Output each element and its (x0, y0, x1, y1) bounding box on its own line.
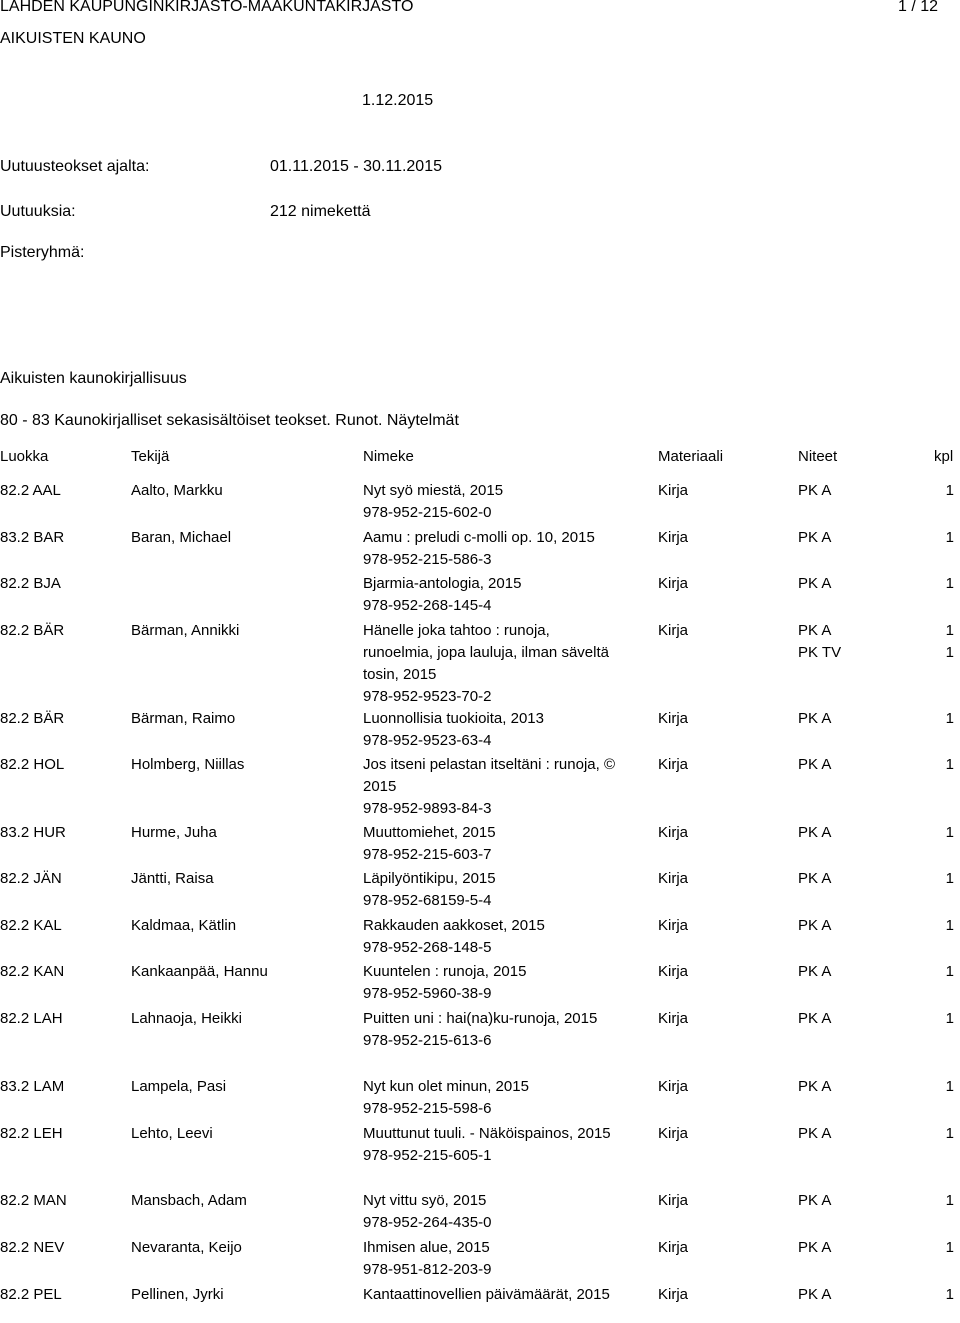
title-text: Puitten uni : hai(na)ku-runoja, 2015 (363, 1010, 598, 1027)
title-cell (363, 573, 623, 617)
title-text: Aamu : preludi c-molli op. 10, 2015 (363, 529, 595, 546)
copies-location: PK A (798, 1192, 832, 1209)
isbn: 978-952-264-435-0 (363, 1214, 492, 1231)
copies-location: PK A (798, 482, 832, 499)
title-text: Nyt kun olet minun, 2015 (363, 1078, 529, 1095)
class-code: 82.2 BÄR (0, 710, 65, 727)
class-code: 82.2 AAL (0, 482, 61, 499)
copies-location-cell (798, 915, 888, 937)
copies-location-cell (798, 527, 888, 549)
title-text: Muuttunut tuuli. - Näköispainos, 2015 (363, 1125, 611, 1142)
isbn: 978-952-9523-63-4 (363, 732, 492, 749)
material: Kirja (658, 824, 689, 841)
title-cell (363, 480, 623, 524)
collection-name: AIKUISTEN KAUNO (0, 30, 146, 47)
author: Lahnaoja, Heikki (131, 1010, 242, 1027)
material: Kirja (658, 529, 689, 546)
copies-location: PK A (798, 1078, 832, 1095)
copies-location-cell (798, 754, 888, 776)
copies-count: 1 (945, 870, 954, 887)
author: Aalto, Markku (131, 482, 223, 499)
material: Kirja (658, 710, 689, 727)
copies-location: PK A (798, 917, 832, 934)
copies-count: 1 (945, 1010, 954, 1027)
copies-location: PK TV (798, 644, 842, 661)
title-cell (363, 1237, 623, 1281)
isbn: 978-952-68159-5-4 (363, 892, 492, 909)
class-code: 82.2 NEV (0, 1239, 65, 1256)
isbn: 978-952-5960-38-9 (363, 985, 492, 1002)
author: Mansbach, Adam (131, 1192, 247, 1209)
copies-count-cell (940, 868, 954, 890)
title-text: Kantaattinovellien päivämäärät, 2015 (363, 1286, 610, 1303)
class-code: 82.2 KAL (0, 917, 62, 934)
title-text: Jos itseni pelastan itseltäni : runoja, © 2015 (363, 756, 616, 795)
author: Kankaanpää, Hannu (131, 963, 268, 980)
material: Kirja (658, 1010, 689, 1027)
class-code: 82.2 KAN (0, 963, 65, 980)
copies-count-cell (940, 1284, 954, 1306)
copies-count-cell (940, 822, 954, 844)
class-code: 82.2 MAN (0, 1192, 67, 1209)
copies-location: PK A (798, 529, 832, 546)
col-header-materiaali: Materiaali (658, 448, 724, 465)
material: Kirja (658, 622, 689, 639)
author: Nevaranta, Keijo (131, 1239, 242, 1256)
copies-location: PK A (798, 963, 832, 980)
copies-location-cell (798, 573, 888, 595)
copies-location-cell (798, 1076, 888, 1098)
title-text: Läpilyöntikipu, 2015 (363, 870, 496, 887)
copies-count-cell (940, 915, 954, 937)
copies-count: 1 (945, 1078, 954, 1095)
author: Lampela, Pasi (131, 1078, 227, 1095)
class-code: 83.2 BAR (0, 529, 65, 546)
col-header-luokka: Luokka (0, 448, 49, 465)
copies-count-cell (940, 754, 954, 776)
isbn: 978-952-215-613-6 (363, 1032, 492, 1049)
author: Kaldmaa, Kätlin (131, 917, 237, 934)
class-code: 83.2 LAM (0, 1078, 65, 1095)
copies-count: 1 (945, 622, 954, 639)
col-header-tekija: Tekijä (131, 448, 170, 465)
copies-count-cell (940, 1237, 954, 1259)
author: Lehto, Leevi (131, 1125, 213, 1142)
section-title: Aikuisten kaunokirjallisuus (0, 370, 187, 387)
material: Kirja (658, 1192, 689, 1209)
copies-location: PK A (798, 622, 832, 639)
copies-count-cell (940, 708, 954, 730)
class-code: 82.2 JÄN (0, 870, 62, 887)
col-header-kpl: kpl (934, 448, 954, 465)
title-cell (363, 961, 623, 1005)
period-label: Uutuusteokset ajalta: (0, 158, 150, 175)
title-text: Kuuntelen : runoja, 2015 (363, 963, 527, 980)
author: Jäntti, Raisa (131, 870, 214, 887)
period-value: 01.11.2015 - 30.11.2015 (270, 158, 442, 175)
author: Holmberg, Niillas (131, 756, 245, 773)
class-code: 82.2 BJA (0, 575, 61, 592)
copies-location-cell (798, 961, 888, 983)
author: Baran, Michael (131, 529, 232, 546)
col-header-niteet: Niteet (798, 448, 838, 465)
copies-location: PK A (798, 1286, 832, 1303)
copies-location: PK A (798, 1010, 832, 1027)
copies-count: 1 (945, 917, 954, 934)
copies-count: 1 (945, 710, 954, 727)
copies-count: 1 (945, 963, 954, 980)
class-code: 82.2 HOL (0, 756, 65, 773)
copies-location-cell (798, 868, 888, 890)
copies-location-cell (798, 480, 888, 502)
copies-count: 1 (945, 824, 954, 841)
material: Kirja (658, 917, 689, 934)
copies-count: 1 (945, 756, 954, 773)
class-code: 82.2 BÄR (0, 622, 65, 639)
material: Kirja (658, 870, 689, 887)
copies-location-cell (798, 620, 888, 664)
isbn: 978-952-215-602-0 (363, 504, 492, 521)
isbn: 978-952-215-586-3 (363, 551, 492, 568)
copies-count-cell (940, 480, 954, 502)
copies-location: PK A (798, 824, 832, 841)
copies-count: 1 (945, 1239, 954, 1256)
copies-count-cell (940, 527, 954, 549)
copies-location-cell (798, 1123, 888, 1145)
copies-count: 1 (945, 482, 954, 499)
author: Bärman, Raimo (131, 710, 236, 727)
title-cell (363, 1076, 623, 1120)
title-cell (363, 915, 623, 959)
material: Kirja (658, 1286, 689, 1303)
class-code: 82.2 LEH (0, 1125, 63, 1142)
material: Kirja (658, 1125, 689, 1142)
copies-location-cell (798, 1284, 888, 1306)
class-code: 83.2 HUR (0, 824, 66, 841)
isbn: 978-952-215-598-6 (363, 1100, 492, 1117)
material: Kirja (658, 482, 689, 499)
copies-location-cell (798, 1237, 888, 1259)
title-cell (363, 1123, 623, 1167)
copies-count-cell (940, 961, 954, 983)
author: Bärman, Annikki (131, 622, 240, 639)
material: Kirja (658, 1239, 689, 1256)
class-code: 82.2 LAH (0, 1010, 63, 1027)
copies-count-cell (940, 1076, 954, 1098)
isbn: 978-951-812-203-9 (363, 1261, 492, 1278)
copies-count-cell (940, 620, 954, 664)
copies-count-cell (940, 573, 954, 595)
copies-location: PK A (798, 1239, 832, 1256)
copies-location-cell (798, 1008, 888, 1030)
copies-count: 1 (945, 1125, 954, 1142)
material: Kirja (658, 963, 689, 980)
class-code: 82.2 PEL (0, 1286, 62, 1303)
title-cell (363, 527, 623, 571)
copies-location: PK A (798, 710, 832, 727)
author: Pellinen, Jyrki (131, 1286, 224, 1303)
group-label: Pisteryhmä: (0, 244, 85, 261)
material: Kirja (658, 1078, 689, 1095)
copies-count-cell (940, 1190, 954, 1212)
material: Kirja (658, 575, 689, 592)
title-text: Rakkauden aakkoset, 2015 (363, 917, 545, 934)
title-text: Nyt syö miestä, 2015 (363, 482, 504, 499)
col-header-nimeke: Nimeke (363, 448, 414, 465)
title-cell (363, 868, 623, 912)
title-cell (363, 708, 623, 752)
isbn: 978-952-268-145-4 (363, 597, 492, 614)
copies-location: PK A (798, 1125, 832, 1142)
title-text: Luonnollisia tuokioita, 2013 (363, 710, 544, 727)
copies-location: PK A (798, 870, 832, 887)
report-date: 1.12.2015 (362, 92, 434, 109)
page-number: 1 / 12 (897, 0, 938, 15)
isbn: 978-952-268-148-5 (363, 939, 492, 956)
copies-location-cell (798, 708, 888, 730)
material: Kirja (658, 756, 689, 773)
copies-count-cell (940, 1123, 954, 1145)
isbn: 978-952-9523-70-2 (363, 688, 492, 705)
copies-count: 1 (945, 529, 954, 546)
count-label: Uutuuksia: (0, 203, 76, 220)
copies-location-cell (798, 1190, 888, 1212)
title-cell (363, 822, 623, 866)
copies-location: PK A (798, 756, 832, 773)
title-text: Ihmisen alue, 2015 (363, 1239, 490, 1256)
title-text: Hänelle joka tahtoo : runoja, runoelmia, jopa lauluja, ilman säveltä tosin, 2015 (363, 622, 609, 683)
count-value: 212 nimekettä (270, 203, 371, 220)
title-text: Bjarmia-antologia, 2015 (363, 575, 522, 592)
isbn: 978-952-9893-84-3 (363, 800, 492, 817)
copies-count: 1 (945, 575, 954, 592)
section-subtitle: 80 - 83 Kaunokirjalliset sekasisältöiset teokset. Runot. Näytelmät (0, 412, 459, 429)
title-cell (363, 1008, 623, 1052)
isbn: 978-952-215-603-7 (363, 846, 492, 863)
title-text: Muuttomiehet, 2015 (363, 824, 496, 841)
library-name: LAHDEN KAUPUNGINKIRJASTO-MAAKUNTAKIRJASTO (0, 0, 414, 15)
title-cell (363, 754, 623, 820)
isbn: 978-952-215-605-1 (363, 1147, 492, 1164)
title-text: Nyt vittu syö, 2015 (363, 1192, 487, 1209)
copies-location: PK A (798, 575, 832, 592)
title-cell (363, 620, 623, 708)
copies-count: 1 (945, 1286, 954, 1303)
author: Hurme, Juha (131, 824, 217, 841)
copies-count-cell (940, 1008, 954, 1030)
copies-count: 1 (945, 644, 954, 661)
title-cell (363, 1284, 623, 1306)
title-cell (363, 1190, 623, 1234)
copies-count: 1 (945, 1192, 954, 1209)
copies-location-cell (798, 822, 888, 844)
